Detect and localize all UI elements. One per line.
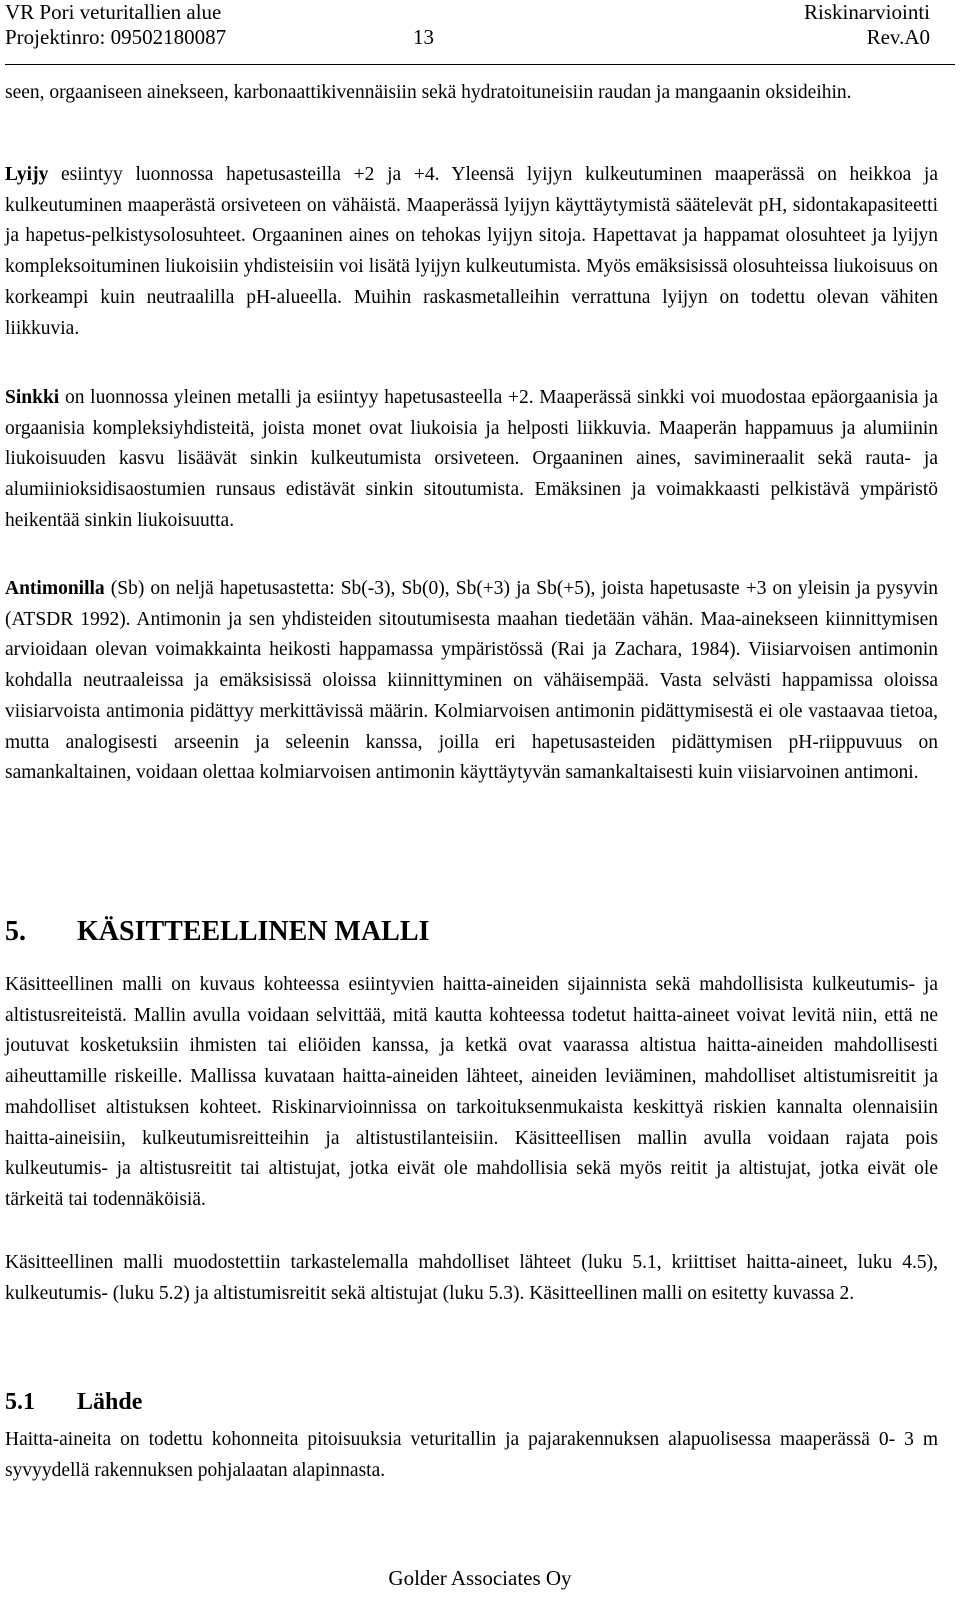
paragraph-continuation	[5, 78, 938, 109]
paragraph-kasitteellinen-malli	[5, 970, 938, 1216]
section-heading-5-1	[5, 1385, 142, 1419]
page-number: 13	[413, 25, 434, 49]
paragraph-text: Käsitteellinen malli muodostettiin tarkastelemalla mahdolliset lähteet (luku 5.1, kriittiset haitta-aineet, luku 4.5), kulkeutumis- (luku 5.2) ja altistumisreitit sekä altistujat (luku 5.3). Käsitteellinen malli on esitetty kuvassa 2.	[5, 1252, 938, 1304]
paragraph-antimoni	[5, 574, 938, 789]
paragraph-text: (Sb) on neljä hapetusastetta: Sb(-3), Sb(0), Sb(+3) ja Sb(+5), joista hapetusaste +3 on yleisin ja pysyvin (ATSDR 1992). Antimonin ja sen yhdisteiden sitoutumisesta maahan tiedetään vähän. Maa-ainekseen kiinnittymisen arvioidaan olevan voimakkainta heikosti happamassa ympäristössä (Rai ja Zachara, 1984). Viisiarvoisen antimonin kohdalla neutraaleissa ja emäksisissä oloissa kiinnittyminen on vähäisempää. Vasta selvästi happamissa oloissa viisiarvoista antimonia pidättyy merkittävissä määrin. Kolmiarvoisen antimonin pidättymisestä ei ole vastaavaa tietoa, mutta analogisesti arseenin ja seleenin kanssa, joilla eri hapetusasteiden pidättymisen pH-riippuvuus on samankaltainen, voidaan olettaa kolmiarvoisen antimonin käyttäytyvän samankaltaisesti kuin viisiarvoinen antimoni.	[5, 578, 938, 784]
paragraph-text: seen, orgaaniseen ainekseen, karbonaattikivennäisiin sekä hydratoituneisiin raudan ja mangaanin oksideihin.	[5, 82, 852, 103]
section-number: 5.	[5, 916, 26, 947]
paragraph-text: esiintyy luonnossa hapetusasteilla +2 ja +4. Yleensä lyijyn kulkeutuminen maaperässä on heikkoa ja kulkeutuminen maaperästä orsiveteen on vähäistä. Maaperässä lyijyn käyttäytymistä säätelevät pH, sidontakapasiteetti ja hapetus-pelkistysolosuhteet. Orgaaninen aines on tehokas lyijyn sitoja. Hapettavat ja happamat olosuhteet ja lyijyn kompleksoituminen liukoisiin yhdisteisiin voi lisätä lyijyn kulkeutumista. Myös emäksisissä olosuhteissa liukoisuus on korkeampi kuin neutraalilla pH-alueella. Muihin raskasmetalleihin verrattuna lyijyn on todettu olevan vähiten liikkuvia.	[5, 164, 938, 339]
section-title: KÄSITTEELLINEN MALLI	[77, 916, 430, 947]
paragraph-lyijy	[5, 160, 938, 344]
paragraph-sinkki	[5, 383, 938, 537]
term-antimoni: Antimonilla	[5, 578, 105, 599]
section-title: Lähde	[77, 1389, 143, 1415]
footer-company: Golder Associates Oy	[388, 1566, 572, 1590]
header-revision: Rev.A0	[866, 25, 930, 49]
paragraph-text: Haitta-aineita on todettu kohonneita pitoisuuksia veturitallin ja pajarakennuksen alapuolisessa maaperässä 0- 3 m syvyydellä rakennuksen pohjalaatan alapinnasta.	[5, 1429, 938, 1481]
paragraph-text: Käsitteellinen malli on kuvaus kohteessa esiintyvien haitta-aineiden sijainnista sekä mahdollisista kulkeutumis- ja altistusreiteistä. Mallin avulla voidaan selvittää, mitä kautta kohteessa todetut haitta-aineet voivat levitä niin, että ne joutuvat kosketuksiin ihmisten tai eliöiden kanssa, ja ketkä ovat vaarassa altistua haitta-aineiden mahdollisesti aiheuttamille riskeille. Mallissa kuvataan haitta-aineiden lähteet, aineiden leviäminen, mahdolliset altistumisreitit ja mahdolliset altistuksen kohteet. Riskinarvioinnissa on tarkoituksenmukaista keskittyä riskien kannalta olennaisiin haitta-aineisiin, kulkeutumisreitteihin ja altistustilanteisiin. Käsitteellisen mallin avulla voidaan rajata pois kulkeutumis- ja altistusreitit tai altistujat, jotka eivät ole mahdollisia sekä myös reitit ja altistujat, jotka eivät ole tärkeitä tai todennäköisiä.	[5, 974, 938, 1210]
term-lyijy: Lyijy	[5, 164, 49, 185]
paragraph-lahde	[5, 1425, 938, 1486]
header-divider	[5, 64, 955, 65]
section-number: 5.1	[5, 1389, 35, 1415]
header-project-number: Projektinro: 09502180087	[5, 25, 227, 49]
header-title: VR Pori veturitallien alue	[5, 0, 222, 24]
paragraph-mallin-muodostus	[5, 1248, 938, 1309]
header-doc-type: Riskinarviointi	[804, 0, 930, 24]
section-heading-5	[5, 912, 429, 952]
paragraph-text: on luonnossa yleinen metalli ja esiintyy hapetusasteella +2. Maaperässä sinkki voi muodostaa epäorgaanisia ja orgaanisia kompleksiyhdisteitä, joista monet ovat liukoisia ja helposti liikkuvia. Maaperän happamuus ja alumiinin liukoisuuden kasvu lisäävät sinkin kulkeutumista orsiveteen. Orgaaninen aines, savimineraalit sekä rauta- ja alumiinioksidisaostumien runsaus edistävät sinkin sitoutumista. Emäksinen ja voimakkaasti pelkistävä ympäristö heikentää sinkin liukoisuutta.	[5, 387, 938, 531]
term-sinkki: Sinkki	[5, 387, 60, 408]
